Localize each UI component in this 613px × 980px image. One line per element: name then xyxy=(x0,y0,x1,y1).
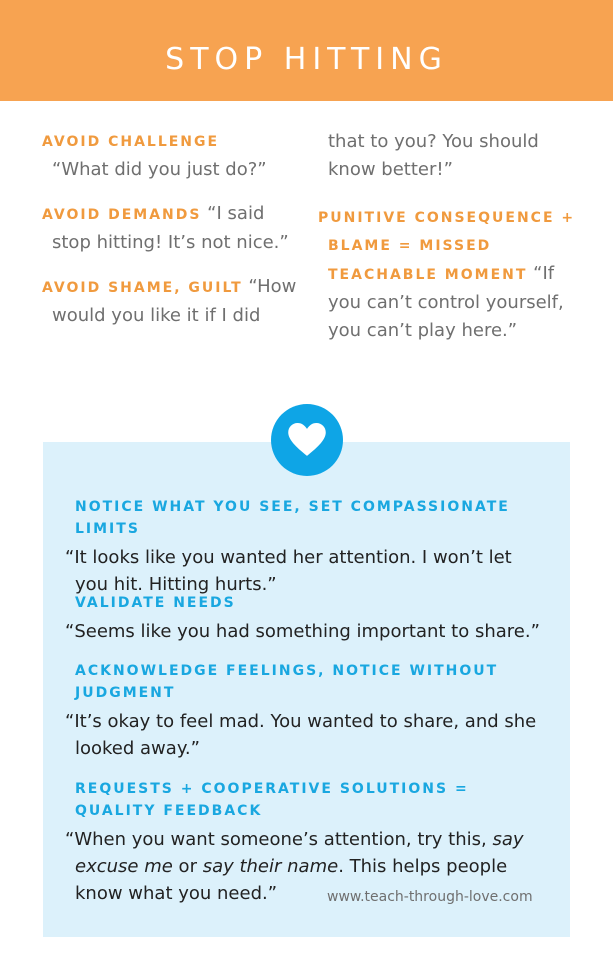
footer-url[interactable]: www.teach-through-love.com xyxy=(327,889,533,905)
acknowledge-section xyxy=(65,660,560,762)
header-banner xyxy=(0,0,613,101)
notice-quote-line2: you hit. Hitting hurts.” xyxy=(75,574,277,595)
avoid-demands-quote-end: stop hitting! It’s not nice.” xyxy=(52,232,289,253)
acknowledge-quote-line2: looked away.” xyxy=(75,738,200,759)
avoid-shame xyxy=(42,273,307,330)
punitive-quote-start: “If xyxy=(527,263,555,284)
punitive-quote-line3: you can’t play here.” xyxy=(328,320,518,341)
validate-heading: VALIDATE NEEDS xyxy=(75,595,236,611)
requests-quote-say-their-name: say their name xyxy=(202,856,339,877)
requests-section xyxy=(65,778,560,907)
requests-quote-say: say xyxy=(492,829,524,850)
avoid-demands-heading: AVOID DEMANDS xyxy=(42,207,202,223)
avoid-challenge-quote: “What did you just do?” xyxy=(52,159,267,180)
validate-section xyxy=(65,592,560,645)
punitive-heading-line1: PUNITIVE CONSEQUENCE + xyxy=(318,210,576,226)
avoid-shame-quote-line3: that to you? You should xyxy=(328,131,539,152)
avoid-challenge-heading: AVOID CHALLENGE xyxy=(42,134,220,150)
avoid-demands xyxy=(42,200,307,257)
punitive-heading-line3: TEACHABLE MOMENT xyxy=(328,267,528,283)
avoid-shame-heading: AVOID SHAME, GUILT xyxy=(42,280,243,296)
avoid-shame-quote-line4: know better!” xyxy=(328,159,453,180)
validate-quote-line1: “Seems like you had something important to share.” xyxy=(65,621,540,642)
avoid-shame-quote-line2: would you like it if I did xyxy=(52,305,261,326)
avoid-column-left xyxy=(42,128,307,346)
heart-badge xyxy=(271,404,343,476)
notice-heading: NOTICE WHAT YOU SEE, SET COMPASSIONATE LIMITS xyxy=(75,499,510,537)
heart-icon xyxy=(288,423,326,457)
punitive-quote-line2: you can’t control yourself, xyxy=(328,292,564,313)
page-title: STOP HITTING xyxy=(165,42,448,77)
notice-section xyxy=(65,496,560,598)
acknowledge-heading-line1: ACKNOWLEDGE FEELINGS, NOTICE WITHOUT xyxy=(75,663,499,679)
acknowledge-heading-line2: JUDGMENT xyxy=(75,685,176,701)
avoid-column-right xyxy=(318,128,593,345)
requests-heading-line2: QUALITY FEEDBACK xyxy=(75,803,263,819)
requests-quote-line1: “When you want someone’s attention, try this, xyxy=(65,829,493,850)
avoid-challenge xyxy=(42,128,307,184)
avoid-shame-quote-start: “How xyxy=(242,276,297,297)
validate-quote xyxy=(65,618,560,645)
requests-quote-line2-rest: . This helps people xyxy=(338,856,508,877)
punitive-heading-line2: BLAME = MISSED xyxy=(328,238,492,254)
requests-quote-excuse-me: excuse me xyxy=(75,856,173,877)
acknowledge-quote xyxy=(65,708,560,762)
notice-quote xyxy=(65,544,560,598)
requests-heading-line1: REQUESTS + COOPERATIVE SOLUTIONS = xyxy=(75,781,469,797)
requests-quote-line3: know what you need.” xyxy=(75,883,278,904)
acknowledge-quote-line1: “It’s okay to feel mad. You wanted to share, and she xyxy=(65,711,537,732)
notice-quote-line1: “It looks like you wanted her attention. I won’t let xyxy=(65,547,512,568)
requests-quote-or: or xyxy=(172,856,203,877)
avoid-demands-quote-start: “I said xyxy=(201,203,265,224)
